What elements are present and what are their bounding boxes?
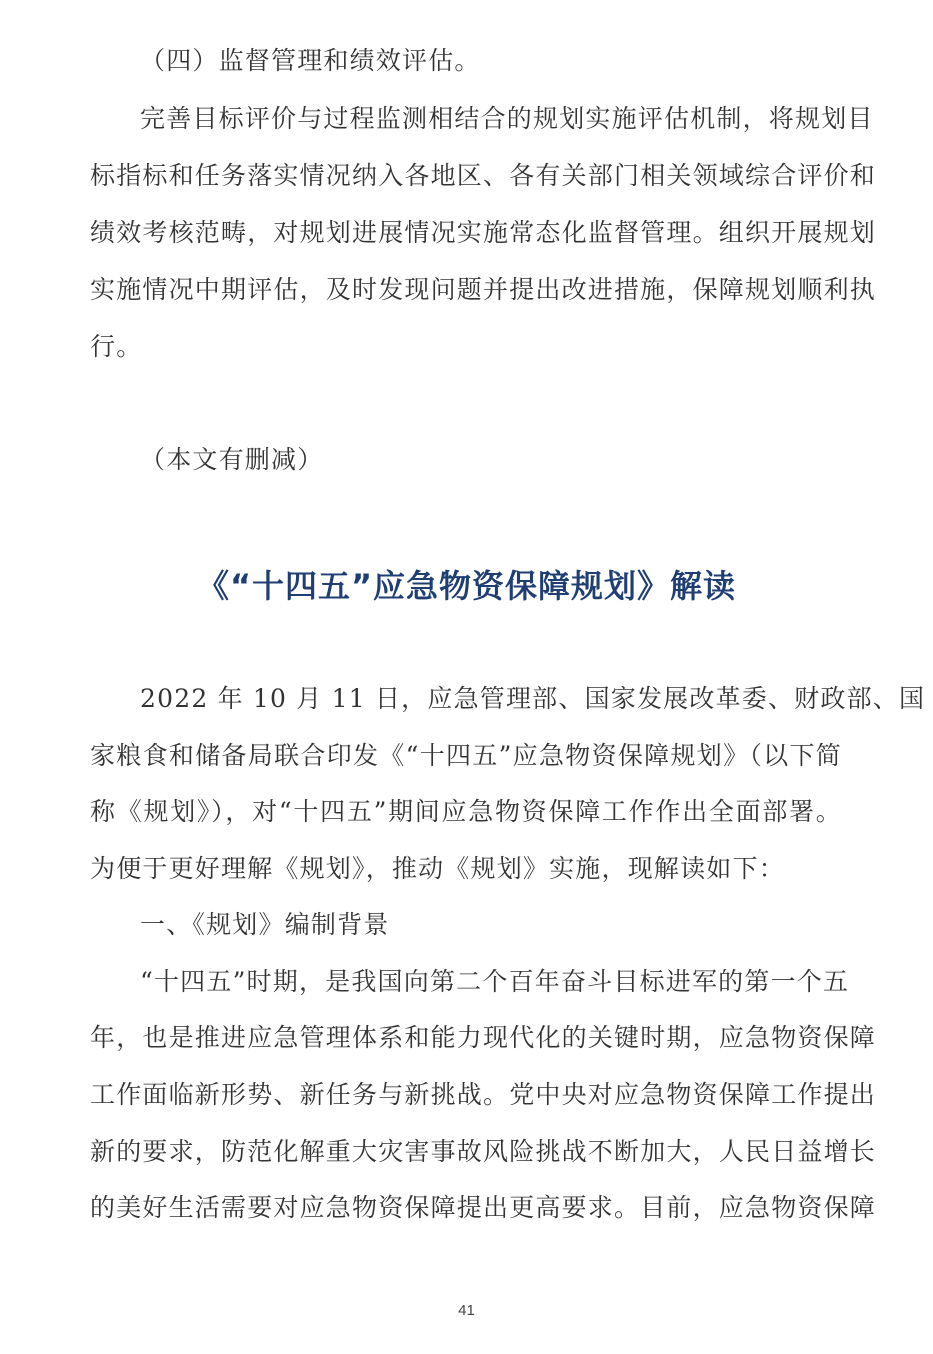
- deletion-note: （本文有删减）: [140, 445, 324, 474]
- section-heading: 一、《规划》编制背景: [140, 910, 390, 939]
- paragraph-line: 标指标和任务落实情况纳入各地区、各有关部门相关领域综合评价和: [90, 161, 877, 190]
- paragraph-line: 为便于更好理解《规划》，推动《规划》实施，现解读如下：: [90, 854, 785, 883]
- paragraph-line: 称《规划》），对“十四五”期间应急物资保障工作作出全面部署。: [90, 797, 842, 826]
- paragraph-line: 家粮食和储备局联合印发《“十四五”应急物资保障规划》（以下简: [90, 741, 842, 770]
- article-title: 《“十四五”应急物资保障规划》解读: [196, 567, 737, 605]
- paragraph-line: 工作面临新形势、新任务与新挑战。党中央对应急物资保障工作提出: [90, 1080, 877, 1109]
- paragraph-line: 新的要求，防范化解重大灾害事故风险挑战不断加大，人民日益增长: [90, 1137, 877, 1166]
- paragraph-line: 的美好生活需要对应急物资保障提出更高要求。目前，应急物资保障: [90, 1193, 877, 1222]
- page-number: 41: [458, 1302, 475, 1319]
- paragraph-line: 年，也是推进应急管理体系和能力现代化的关键时期，应急物资保障: [90, 1023, 877, 1052]
- paragraph-line: 行。: [90, 332, 143, 361]
- paragraph-line: 实施情况中期评估，及时发现问题并提出改进措施，保障规划顺利执: [90, 275, 877, 304]
- paragraph-line: 绩效考核范畴，对规划进展情况实施常态化监督管理。组织开展规划: [90, 218, 877, 247]
- paragraph-line: “十四五”时期，是我国向第二个百年奋斗目标进军的第一个五: [140, 967, 850, 996]
- section-heading: （四）监督管理和绩效评估。: [140, 46, 481, 75]
- paragraph-line: 2022 年 10 月 11 日，应急管理部、国家发展改革委、财政部、国: [140, 684, 926, 713]
- paragraph-line: 完善目标评价与过程监测相结合的规划实施评估机制，将规划目: [140, 104, 874, 133]
